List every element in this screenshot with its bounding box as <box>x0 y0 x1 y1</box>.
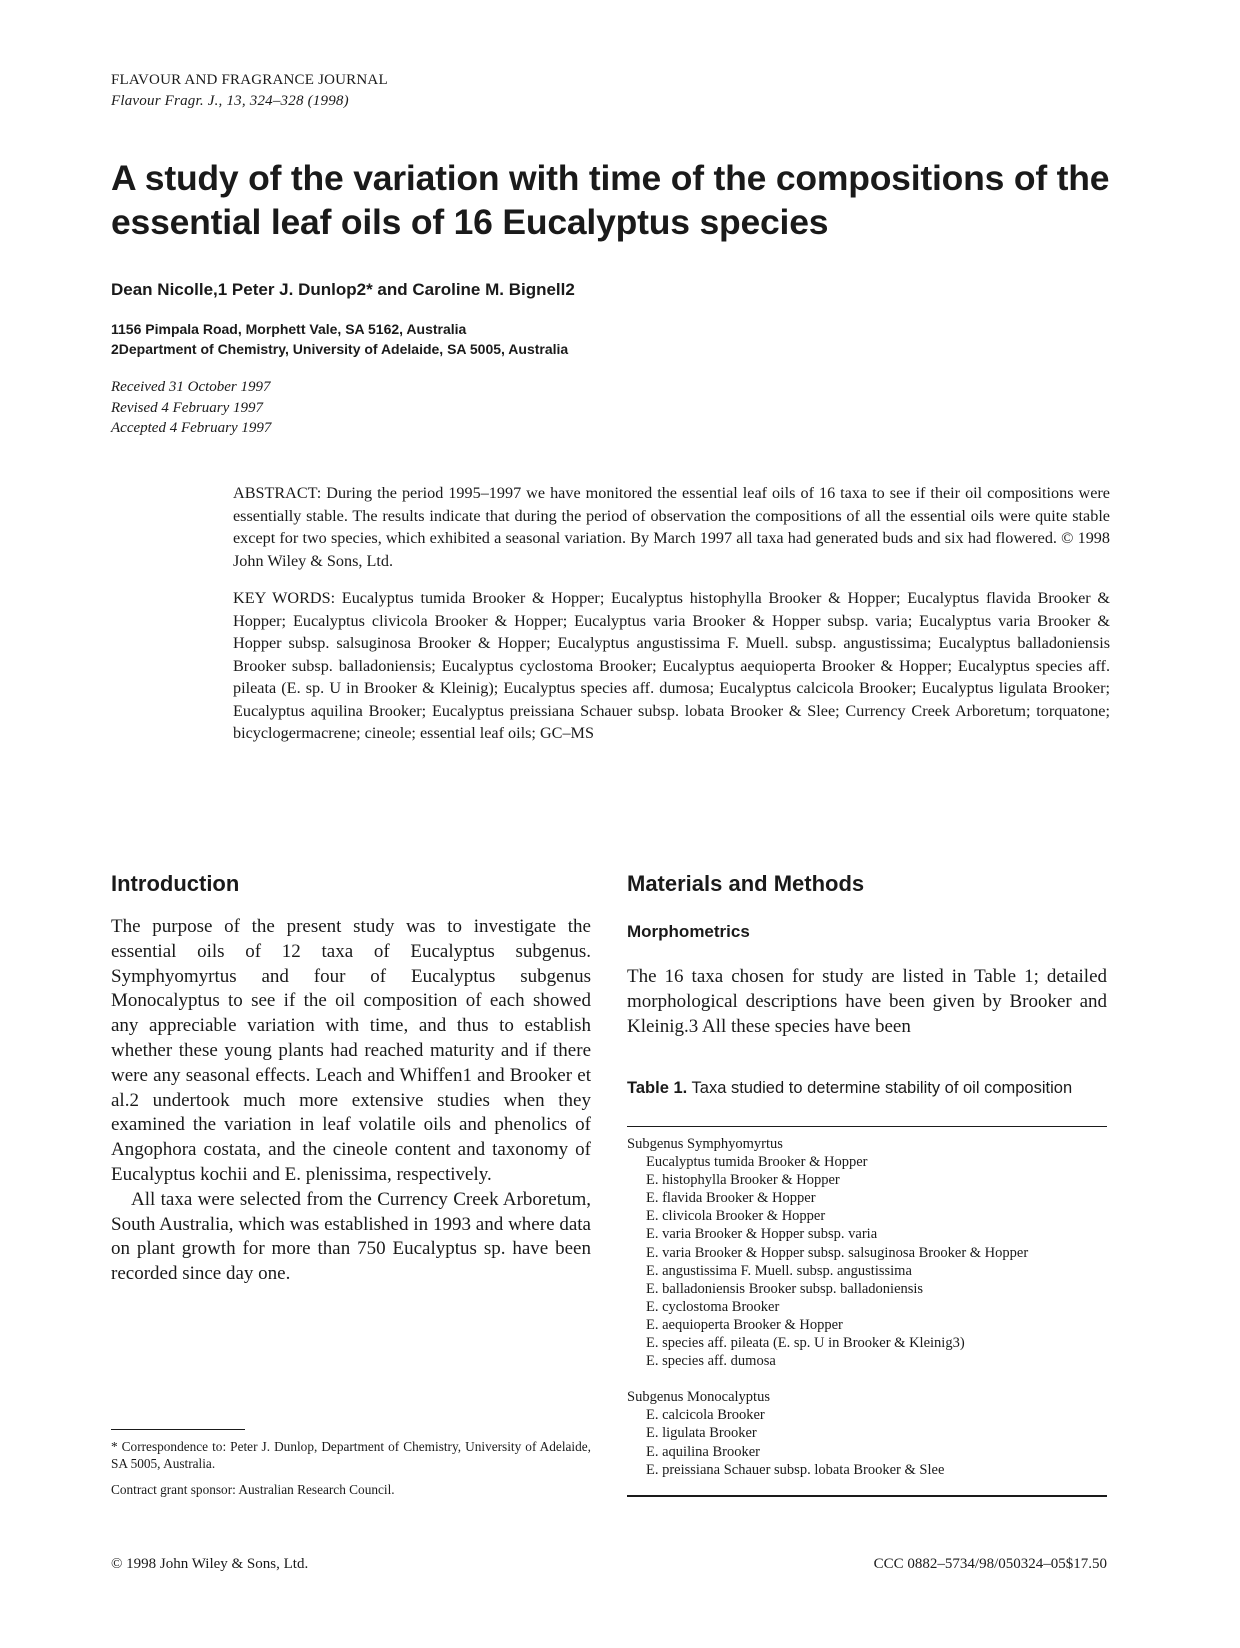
introduction-body <box>111 915 591 1287</box>
correspondence-footnote: * Correspondence to: Peter J. Dunlop, Department of Chemistry, University of Adelaide, SA 5005, Australia. <box>111 1439 591 1471</box>
copyright-footer: © 1998 John Wiley & Sons, Ltd. <box>111 1556 309 1572</box>
table-group-spacer <box>627 1370 1107 1388</box>
journal-header <box>111 70 388 112</box>
affiliation-2: 2Department of Chemistry, University of Adelaide, SA 5005, Australia <box>111 341 569 357</box>
footnote-rule <box>111 1429 245 1430</box>
author-list: Dean Nicolle,1 Peter J. Dunlop2* and Caroline M. Bignell2 <box>111 280 575 299</box>
table-row: E. varia Brooker & Hopper subsp. varia <box>646 1226 878 1243</box>
intro-paragraph-1: The purpose of the present study was to investigate the essential oils of 12 taxa of Eucalyptus subgenus. Symphyomyrtus and four of Eucalyptus subgenus Monocalyptus to see if the oil composition of each showed any appreciable variation with time, and thus to establish whether these young plants had reached maturity and if there were any seasonal effects. Leach and Whiffen1 and Brooker et al.2 undertook much more extensive studies when they examined the variation in leaf volatile oils and phenolics of Angophora costata, and the cineole content and taxonomy of Eucalyptus kochii and E. plenissima, respectively. <box>111 916 591 1185</box>
morphometrics-heading: Morphometrics <box>627 922 750 941</box>
table-row: E. varia Brooker & Hopper subsp. salsuginosa Brooker & Hopper <box>646 1244 1029 1261</box>
table-row: Eucalyptus tumida Brooker & Hopper <box>646 1154 868 1171</box>
table-caption-label: Table 1. <box>627 1079 688 1097</box>
materials-methods-heading: Materials and Methods <box>627 871 865 896</box>
table-row: E. cyclostoma Brooker <box>646 1298 780 1315</box>
received-date: Received 31 October 1997 <box>111 379 271 395</box>
table-row: E. species aff. dumosa <box>646 1353 776 1370</box>
table-row: E. flavida Brooker & Hopper <box>646 1190 816 1207</box>
table-row: E. calcicola Brooker <box>646 1407 765 1424</box>
revised-date: Revised 4 February 1997 <box>111 399 264 416</box>
affiliations <box>111 319 568 359</box>
ccc-code: CCC 0882–5734/98/050324–05$17.50 <box>873 1556 1107 1572</box>
intro-paragraph-2: All taxa were selected from the Currency Creek Arboretum, South Australia, which was established in 1993 and where data on plant growth for more than 750 Eucalyptus sp. have been recorded since day one. <box>111 1188 591 1285</box>
table-row: E. balladoniensis Brooker subsp. balladoniensis <box>646 1280 924 1297</box>
table-caption <box>627 1077 1107 1100</box>
journal-name: FLAVOUR AND FRAGRANCE JOURNAL <box>111 72 388 88</box>
affiliation-1: 1156 Pimpala Road, Morphett Vale, SA 5162, Australia <box>111 321 467 337</box>
introduction-heading: Introduction <box>111 871 240 896</box>
table-row: E. angustissima F. Muell. subsp. angustissima <box>646 1262 912 1279</box>
table-bottom-rule <box>627 1495 1107 1497</box>
table-row: E. aquilina Brooker <box>646 1443 760 1460</box>
grant-sponsor: Contract grant sponsor: Australian Research Council. <box>111 1482 395 1497</box>
table-row: E. histophylla Brooker & Hopper <box>646 1172 840 1189</box>
journal-citation: Flavour Fragr. J., 13, 324–328 (1998) <box>111 93 349 109</box>
table-caption-text: Taxa studied to determine stability of oil composition <box>691 1079 1073 1097</box>
table-row: E. clivicola Brooker & Hopper <box>646 1208 826 1225</box>
morphometrics-text: The 16 taxa chosen for study are listed in Table 1; detailed morphological descriptions have been given by Brooker and Kleinig.3 All these species have been <box>627 966 1107 1037</box>
table-row: E. aequioperta Brooker & Hopper <box>646 1316 843 1333</box>
table-group-heading: Subgenus Symphyomyrtus <box>627 1136 783 1152</box>
table-row: E. species aff. pileata (E. sp. U in Brooker & Kleinig3) <box>646 1335 965 1352</box>
article-title: A study of the variation with time of the compositions of the essential leaf oils of 16 Eucalyptus species <box>111 158 1110 242</box>
taxa-table <box>627 1135 1107 1479</box>
table-row: E. preissiana Schauer subsp. lobata Brooker & Slee <box>646 1461 945 1478</box>
table-row: E. ligulata Brooker <box>646 1425 757 1442</box>
keywords: KEY WORDS: Eucalyptus tumida Brooker & Hopper; Eucalyptus histophylla Brooker & Hopper; Eucalyptus flavida Brooker & Hopper; Eucalyptus clivicola Brooker & Hopper; Eucalyptus varia Brooker & Hopper subsp. varia; Eucalyptus varia Brooker & Hopper subsp. salsuginosa Brooker & Hopper; Eucalyptus angustissima F. Muell. subsp. angustissima; Eucalyptus balladoniensis Brooker subsp. balladoniensis; Eucalyptus cyclostoma Brooker; Eucalyptus aequioperta Brooker & Hopper; Eucalyptus species aff. pileata (E. sp. U in Brooker & Kleinig); Eucalyptus species aff. dumosa; Eucalyptus calcicola Brooker; Eucalyptus ligulata Brooker; Eucalyptus aquilina Brooker; Eucalyptus preissiana Schauer subsp. lobata Brooker & Slee; Currency Creek Arboretum; torquatone; bicyclogermacrene; cineole; essential leaf oils; GC–MS <box>233 589 1110 742</box>
article-dates <box>111 377 271 439</box>
accepted-date: Accepted 4 February 1997 <box>111 420 272 436</box>
table-group-heading: Subgenus Monocalyptus <box>627 1389 770 1406</box>
table-top-rule <box>627 1126 1107 1127</box>
abstract: ABSTRACT: During the period 1995–1997 we have monitored the essential leaf oils of 16 taxa to see if their oil compositions were essentially stable. The results indicate that during the period of observation the compositions of all the essential oils were quite stable except for two species, which exhibited a seasonal variation. By March 1997 all taxa had generated buds and six had flowered. © 1998 John Wiley & Sons, Ltd. <box>233 484 1110 570</box>
